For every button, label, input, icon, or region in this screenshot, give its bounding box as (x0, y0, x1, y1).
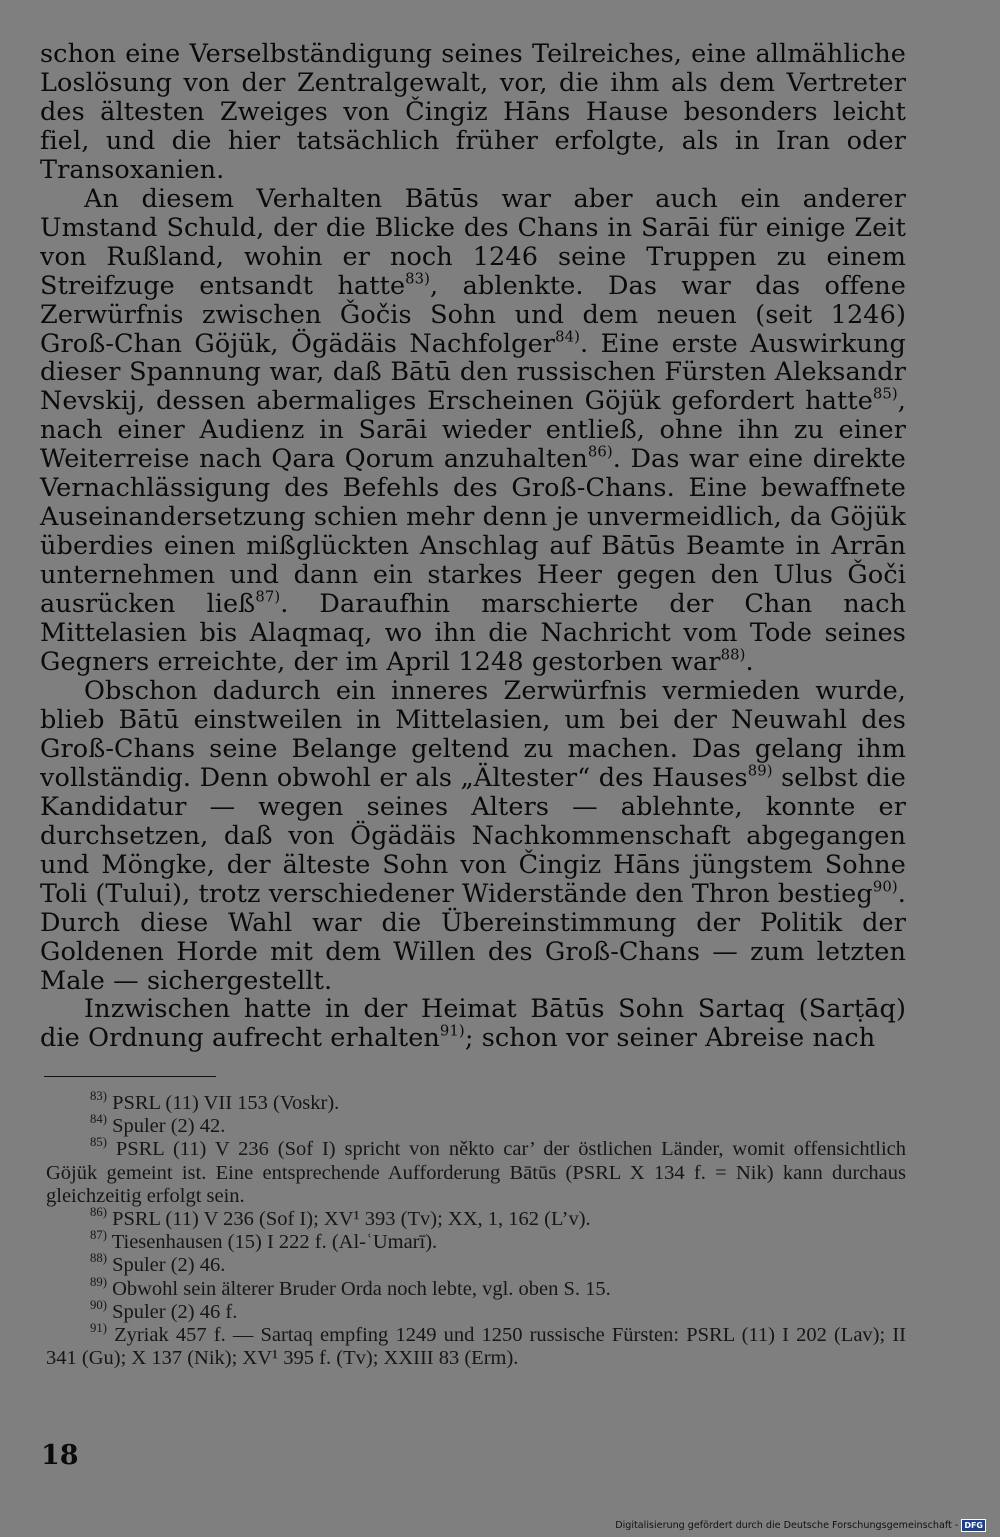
footnote-ref-88[interactable]: 88) (720, 646, 746, 664)
footnote-separator (44, 1076, 216, 1077)
footnote-number: 91) (90, 1321, 107, 1336)
paragraph-1 (40, 40, 906, 185)
body-text (40, 40, 906, 1053)
footnotes (46, 1089, 907, 1370)
footnote-87 (46, 1228, 906, 1254)
footnote-number: 85) (90, 1135, 107, 1150)
footnote-ref-83[interactable]: 83) (405, 270, 431, 288)
text-run: Inzwischen hatte in der Heimat Bātūs Sohn Sartaq (Sarṭāq) die Ordnung aufrecht erhalten (40, 994, 906, 1054)
footnote-text: Spuler (2) 46 f. (112, 1300, 238, 1323)
footnote-ref-85[interactable]: 85) (872, 386, 898, 404)
footnote-text: Spuler (2) 42. (112, 1115, 226, 1138)
footnote-90 (46, 1297, 906, 1324)
footnote-text: Spuler (2) 46. (112, 1254, 226, 1277)
footnote-text: Zyriak 457 f. — Sartaq empfing 1249 und 1250 russische Fürsten: PSRL (11) I 202 (Lav); II 341 (Gu); X 137 (Nik); XV¹ 395 f. (Tv); XXIII 83 (Erm). (46, 1324, 906, 1370)
text-run: . Durch diese Wahl war die Übereinstimmung der Politik der Goldenen Horde mit dem Willen des Groß-Chans — zum letzten Male — sichergestellt. (40, 878, 906, 996)
text-run: . (745, 647, 754, 678)
text-run: . Daraufhin marschierte der Chan nach Mittelasien bis Alaqmaq, wo ihn die Nachricht vom Tode seines Gegners erreichte, der im April 1248 gestorben war (40, 589, 907, 678)
footnote-ref-86[interactable]: 86) (587, 444, 613, 461)
footnote-text: Tiesenhausen (15) I 222 f. (Al-ʿUmarī). (111, 1231, 438, 1254)
text-run: . Das war eine direkte Vernachlässigung des Befehls des Groß-Chans. Eine bewaffnete Auseinandersetzung schien mehr denn je unvermeidlich, da Göjük überdies einen mißglückten Anschlag auf Bātūs Beamte in Arrān unternehmen und dann ein starkes Heer gegen den Ulus Ǧoči ausrücken ließ (40, 444, 906, 620)
footnote-ref-84[interactable]: 84) (555, 328, 580, 346)
page-content (40, 40, 906, 1053)
footnote-89 (46, 1274, 906, 1301)
footnote-88 (46, 1251, 906, 1277)
footnote-84 (46, 1112, 906, 1138)
footnote-91 (46, 1321, 906, 1370)
footnote-number: 83) (90, 1089, 107, 1104)
page-number: 18 (41, 1440, 79, 1471)
credit-text: Digitalisierung gefördert durch die Deutsche Forschungsgemeinschaft - (615, 1520, 959, 1531)
footnote-number: 84) (90, 1112, 107, 1127)
text-run: schon eine Verselbständigung seines Teilreiches, eine allmähliche Loslösung von der Zentralgewalt, vor, die ihm als dem Vertreter des ältesten Zweiges von Čingiz Hāns Hause besonders leicht fiel, und die hier tatsächlich früher erfolgte, als in Iran oder Transoxanien. (40, 39, 906, 185)
footnote-number: 89) (90, 1274, 107, 1289)
digitization-credit (615, 1519, 986, 1532)
footnote-number: 86) (90, 1205, 107, 1220)
footnote-text: PSRL (11) VII 153 (Voskr). (112, 1092, 340, 1114)
footnote-ref-91[interactable]: 91) (439, 1023, 465, 1041)
paragraph-3 (40, 677, 906, 995)
footnote-text: PSRL (11) V 236 (Sof I) spricht von někto car’ der östlichen Länder, womit offensichtlich Göjük gemeint ist. Eine entsprechende Aufforderung Bātūs (PSRL X 134 f. = Nik) kann durchaus gleichzeitig erfolgt sein. (46, 1138, 907, 1207)
text-run: , ablenkte. Das war das offene Zerwürfnis zwischen Ǧočis Sohn und dem neuen (seit 1246) Groß-Chan Göjük, Ögädäis Nachfolger (40, 270, 906, 359)
footnote-number: 87) (90, 1228, 107, 1243)
paragraph-4 (40, 995, 906, 1053)
footnote-number: 88) (90, 1251, 107, 1266)
text-run: . Eine erste Auswirkung dieser Spannung war, daß Bātū den russischen Fürsten Aleksandr Nevskij, dessen abermaliges Erscheinen Göjük gefordert hatte (40, 328, 906, 417)
dfg-logo-icon: DFG (961, 1519, 986, 1532)
footnote-86 (46, 1205, 906, 1231)
footnote-text: Obwohl sein älterer Bruder Orda noch lebte, vgl. oben S. 15. (112, 1277, 611, 1300)
footnote-ref-90[interactable]: 90) (872, 878, 898, 896)
text-run: An diesem Verhalten Bātūs war aber auch ein anderer Umstand Schuld, der die Blicke des Chans in Sarāi für einige Zeit von Rußland, wohin er noch 1246 seine Truppen zu einem Streifzuge entsandt hatte (40, 183, 906, 301)
footnote-text: PSRL (11) V 236 (Sof I); XV¹ 393 (Tv); XX, 1, 162 (L’v). (112, 1208, 591, 1231)
text-run: , nach einer Audienz in Sarāi wieder entließ, ohne ihn zu einer Weiterreise nach Qara Qorum anzuhalten (40, 386, 906, 475)
text-run: ; schon vor seiner Abreise nach (464, 1023, 876, 1054)
paragraph-2 (40, 185, 906, 677)
footnote-ref-87[interactable]: 87) (255, 588, 281, 606)
text-run: selbst die Kandidatur — wegen seines Alters — ablehnte, konnte er durchsetzen, daß von Ögädäis Nachkommenschaft abgegangen und Möngke, der älteste Sohn von Čingiz Hāns jüngstem Sohne Toli (Tului), trotz verschiedener Widerstände den Thron bestieg (40, 762, 906, 909)
footnote-83 (46, 1089, 906, 1115)
footnote-number: 90) (90, 1297, 107, 1312)
text-run: Obschon dadurch ein inneres Zerwürfnis vermieden wurde, blieb Bātū einstweilen in Mittelasien, um bei der Neuwahl des Groß-Chans seine Belange geltend zu machen. Das gelang ihm vollständig. Denn obwohl er als „Ältester“ des Hauses (40, 675, 906, 793)
footnote-ref-89[interactable]: 89) (747, 762, 773, 780)
footnote-85 (46, 1135, 907, 1208)
